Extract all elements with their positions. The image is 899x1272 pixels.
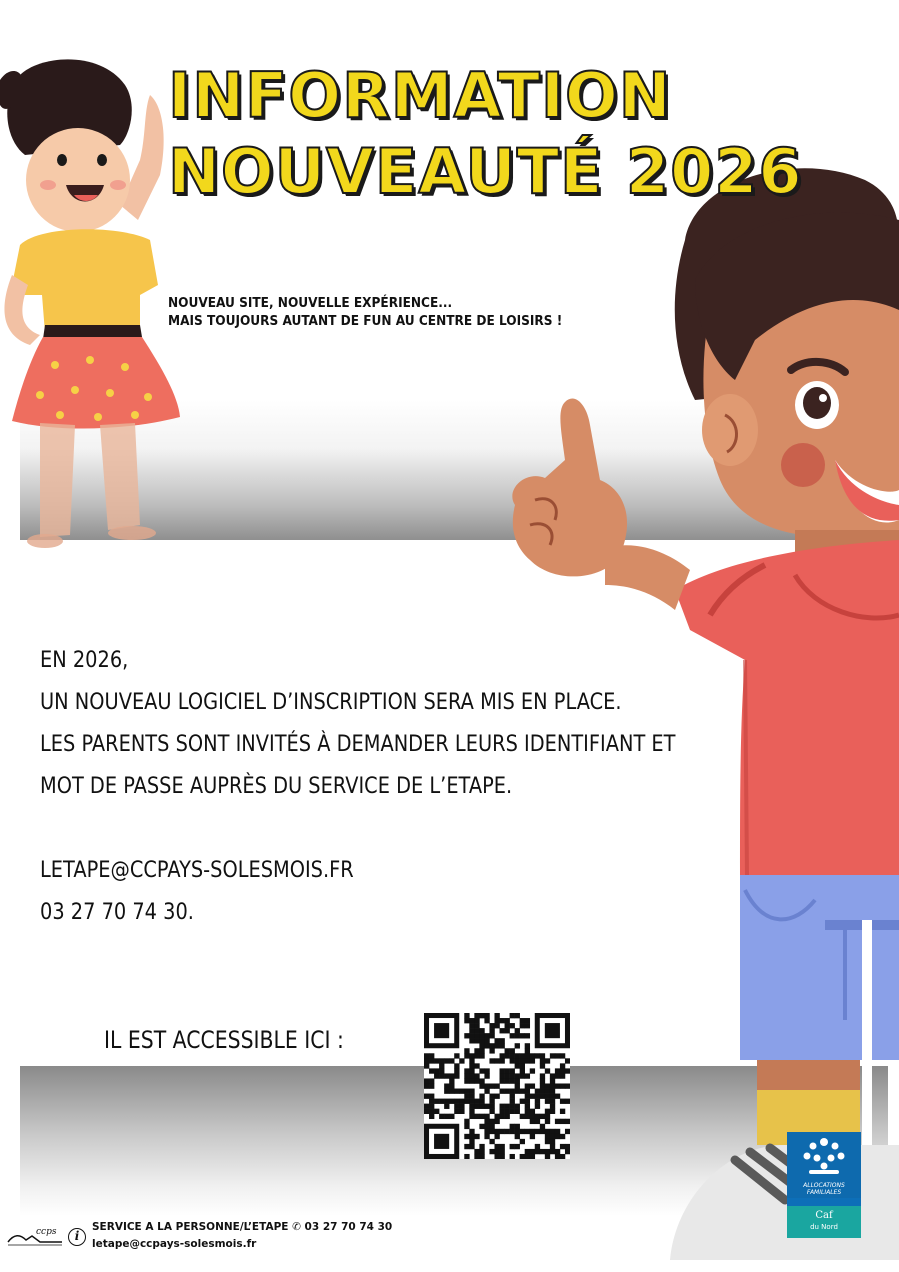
caf-line-2: FAMILIALES — [806, 1189, 842, 1196]
contact-email[interactable]: LETAPE@CCPAYS-SOLESMOIS.FR — [40, 858, 354, 883]
announcement-line-1: EN 2026, — [40, 648, 129, 673]
qr-code-graphic — [424, 1013, 570, 1159]
ccps-logo — [6, 1224, 64, 1248]
subtitle-line-2: MAIS TOUJOURS AUTANT DE FUN AU CENTRE DE LOISIRS ! — [168, 313, 563, 329]
subtitle — [168, 294, 562, 330]
announcement-line-3: LES PARENTS SONT INVITÉS À DEMANDER LEURS IDENTIFIANT ET — [40, 732, 676, 757]
announcement-line-2: UN NOUVEAU LOGICIEL D’INSCRIPTION SERA MIS EN PLACE. — [40, 690, 622, 715]
footer-service-line: SERVICE A LA PERSONNE/L’ETAPE ✆ 03 27 70 74 30 — [92, 1221, 393, 1233]
caf-name: Caf — [815, 1210, 833, 1221]
page-title — [168, 58, 802, 210]
caf-region: du Nord — [810, 1223, 838, 1231]
caf-figures-icon — [787, 1132, 861, 1182]
caf-logo-bottom — [787, 1206, 861, 1238]
announcement-text — [40, 640, 885, 934]
caf-line-1: ALLOCATIONS — [803, 1182, 845, 1189]
ccps-logo-text: ccps — [36, 1227, 57, 1237]
announcement-line-4: MOT DE PASSE AUPRÈS DU SERVICE DE L’ETAPE. — [40, 774, 513, 799]
caf-logo — [787, 1132, 861, 1238]
title-line-1: INFORMATION — [168, 59, 672, 132]
contact-phone[interactable]: 03 27 70 74 30. — [40, 900, 194, 925]
footer-contact — [92, 1219, 392, 1253]
qr-code[interactable] — [424, 1013, 570, 1159]
footer — [6, 1216, 406, 1256]
info-icon: i — [68, 1228, 86, 1246]
footer-email-link[interactable]: letape@ccpays-solesmois.fr — [92, 1238, 257, 1250]
title-line-2: NOUVEAUTÉ 2026 — [168, 135, 803, 208]
caf-logo-top — [787, 1132, 861, 1198]
subtitle-line-1: NOUVEAU SITE, NOUVELLE EXPÉRIENCE... — [168, 295, 453, 311]
caf-allocations-text — [787, 1182, 861, 1196]
access-label: IL EST ACCESSIBLE ICI : — [104, 1026, 344, 1054]
